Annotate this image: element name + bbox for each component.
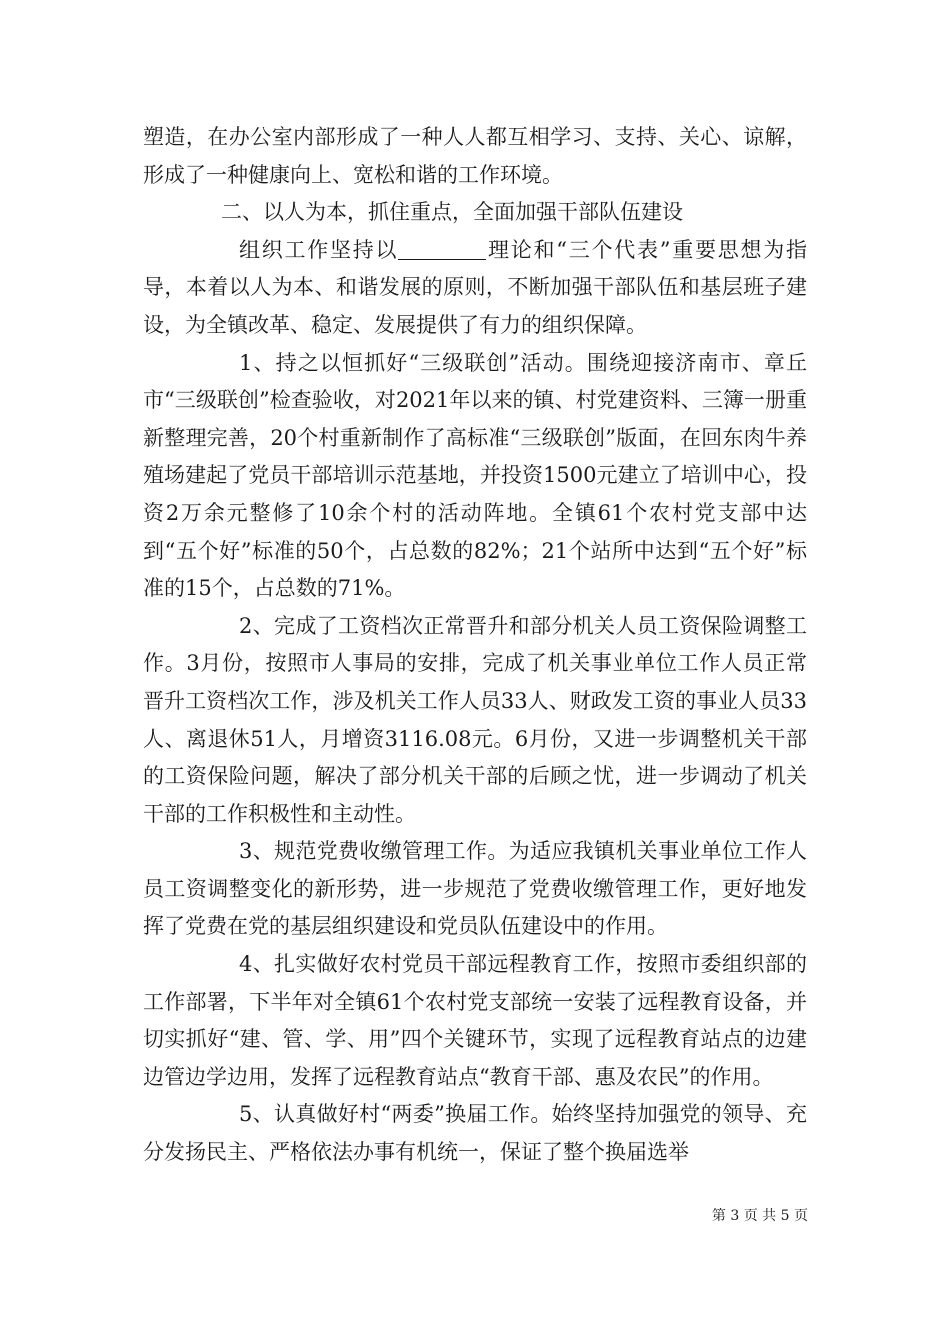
paragraph-organization bbox=[143, 232, 807, 345]
section-heading: 二、以人为本，抓住重点，全面加强干部队伍建设 bbox=[221, 200, 683, 225]
page-footer: 第 3 页 共 5 页 bbox=[711, 1208, 808, 1224]
paragraph-item-1: 1、持之以恒抓好“三级联创”活动。围绕迎接济南市、章丘市“三级联创”检查验收，对2021年以来的镇、村党建资料、三簿一册重新整理完善，20个村重新制作了高标准“三级联创”版面，在回东肉牛养殖场建起了党员干部培训示范基地，并投资1500元建立了培训中心，投资2万余元整修了10余个村的活动阵地。全镇61个农村党支部中达到“五个好”标准的50个，占总数的82%；21个站所中达到“五个好”标准的15个，占总数的71%。 bbox=[143, 350, 807, 601]
paragraph-organization-rest: 理论和“三个代表”重要思想为指导，本着以人为本、和谐发展的原则，不断加强干部队伍和基层班子建设，为全镇改革、稳定、发展提供了有力的组织保障。 bbox=[143, 237, 807, 337]
paragraph-intro: 塑造，在办公室内部形成了一种人人都互相学习、支持、关心、谅解，形成了一种健康向上、宽松和谐的工作环境。 bbox=[143, 125, 807, 187]
document-body bbox=[143, 119, 807, 1172]
paragraph-item-4: 4、扎实做好农村党员干部远程教育工作，按照市委组织部的工作部署，下半年对全镇61个农村党支部统一安装了远程教育设备，并切实抓好“建、管、学、用”四个关键环节，实现了远程教育站点的边建边管边学边用，发挥了远程教育站点“教育干部、惠及农民”的作用。 bbox=[143, 952, 807, 1089]
fill-blank bbox=[398, 238, 486, 260]
paragraph-item-3: 3、规范党费收缴管理工作。为适应我镇机关事业单位工作人员工资调整变化的新形势，进一步规范了党费收缴管理工作，更好地发挥了党费在党的基层组织建设和党员队伍建设中的作用。 bbox=[143, 839, 807, 939]
paragraph-item-2: 2、完成了工资档次正常晋升和部分机关人员工资保险调整工作。3月份，按照市人事局的安排，完成了机关事业单位工作人员正常晋升工资档次工作，涉及机关工作人员33人、财政发工资的事业人员33人、离退休51人，月增资3116.08元。6月份，又进一步调整机关干部的工资保险问题，解决了部分机关干部的后顾之忧，进一步调动了机关干部的工作积极性和主动性。 bbox=[143, 613, 807, 826]
paragraph-item-5: 5、认真做好村“两委”换届工作。始终坚持加强党的领导、充分发扬民主、严格依法办事有机统一，保证了整个换届选举 bbox=[143, 1102, 807, 1165]
paragraph-organization-start: 组织工作坚持以 bbox=[239, 237, 399, 262]
